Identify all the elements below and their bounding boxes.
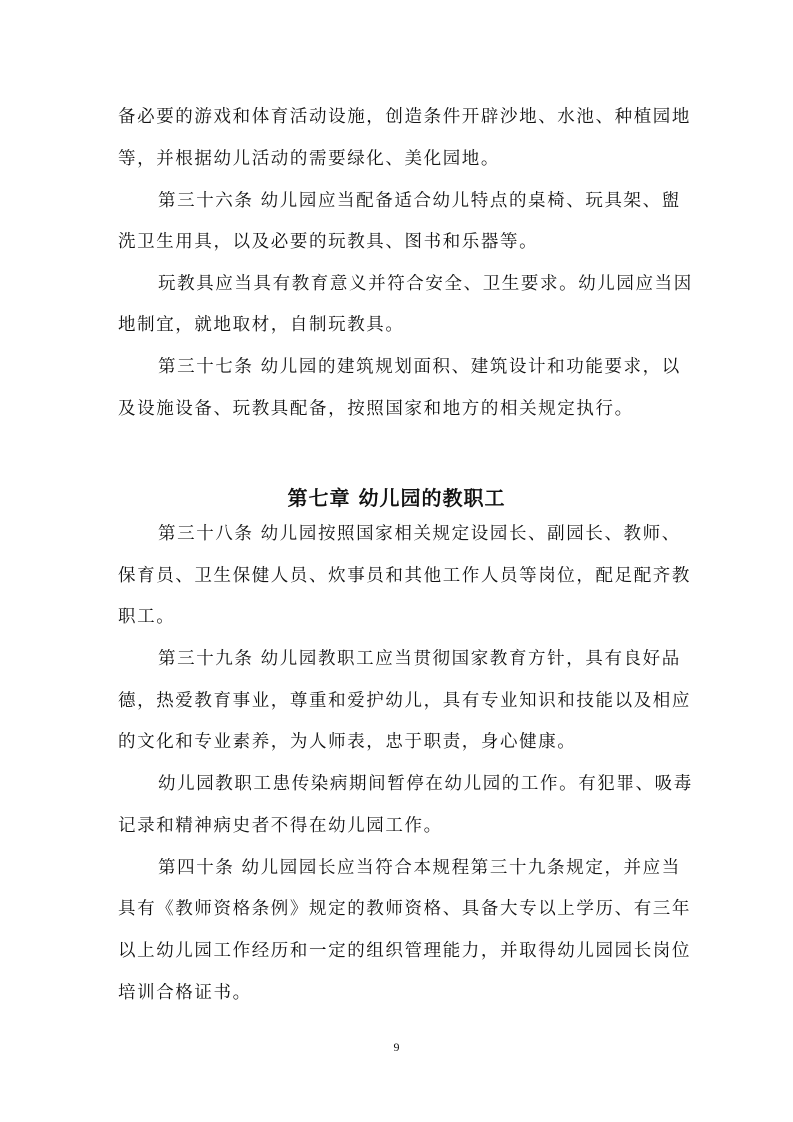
text-line: 玩教具应当具有教育意义并符合安全、卫生要求。幼儿园应当因 <box>158 274 693 294</box>
text-line: 职工。 <box>118 607 176 627</box>
text-line: 等，并根据幼儿活动的需要绿化、美化园地。 <box>118 149 500 169</box>
text-line: 洗卫生用具，以及必要的玩教具、图书和乐器等。 <box>118 232 539 252</box>
text-line: 记录和精神病史者不得在幼儿园工作。 <box>118 816 443 836</box>
text-line: 的文化和专业素养，为人师表，忠于职责，身心健康。 <box>118 732 577 752</box>
text-line: 德，热爱教育事业，尊重和爱护幼儿，具有专业知识和技能以及相应 <box>118 691 691 711</box>
page-number: 9 <box>393 1040 400 1054</box>
text-line: 以上幼儿园工作经历和一定的组织管理能力，并取得幼儿园园长岗位 <box>118 941 691 961</box>
text-line: 第四十条 幼儿园园长应当符合本规程第三十九条规定，并应当 <box>158 858 681 878</box>
text-line: 第三十七条 幼儿园的建筑规划面积、建筑设计和功能要求，以 <box>158 357 681 377</box>
text-line: 保育员、卫生保健人员、炊事员和其他工作人员等岗位，配足配齐教 <box>118 566 691 586</box>
text-line: 第三十六条 幼儿园应当配备适合幼儿特点的桌椅、玩具架、盥 <box>158 191 681 211</box>
text-line: 具有《教师资格条例》规定的教师资格、具备大专以上学历、有三年 <box>118 899 691 919</box>
chapter-heading: 第七章 幼儿园的教职工 <box>287 486 506 510</box>
text-line: 培训合格证书。 <box>118 983 252 1003</box>
text-line: 第三十九条 幼儿园教职工应当贯彻国家教育方针，具有良好品 <box>158 649 681 669</box>
text-line: 备必要的游戏和体育活动设施，创造条件开辟沙地、水池、种植园地 <box>118 107 691 127</box>
text-line: 地制宜，就地取材，自制玩教具。 <box>118 315 405 335</box>
text-line: 第三十八条 幼儿园按照国家相关规定设园长、副园长、教师、 <box>158 524 681 544</box>
text-line: 幼儿园教职工患传染病期间暂停在幼儿园的工作。有犯罪、吸毒 <box>158 774 693 794</box>
text-line: 及设施设备、玩教具配备，按照国家和地方的相关规定执行。 <box>118 399 634 419</box>
